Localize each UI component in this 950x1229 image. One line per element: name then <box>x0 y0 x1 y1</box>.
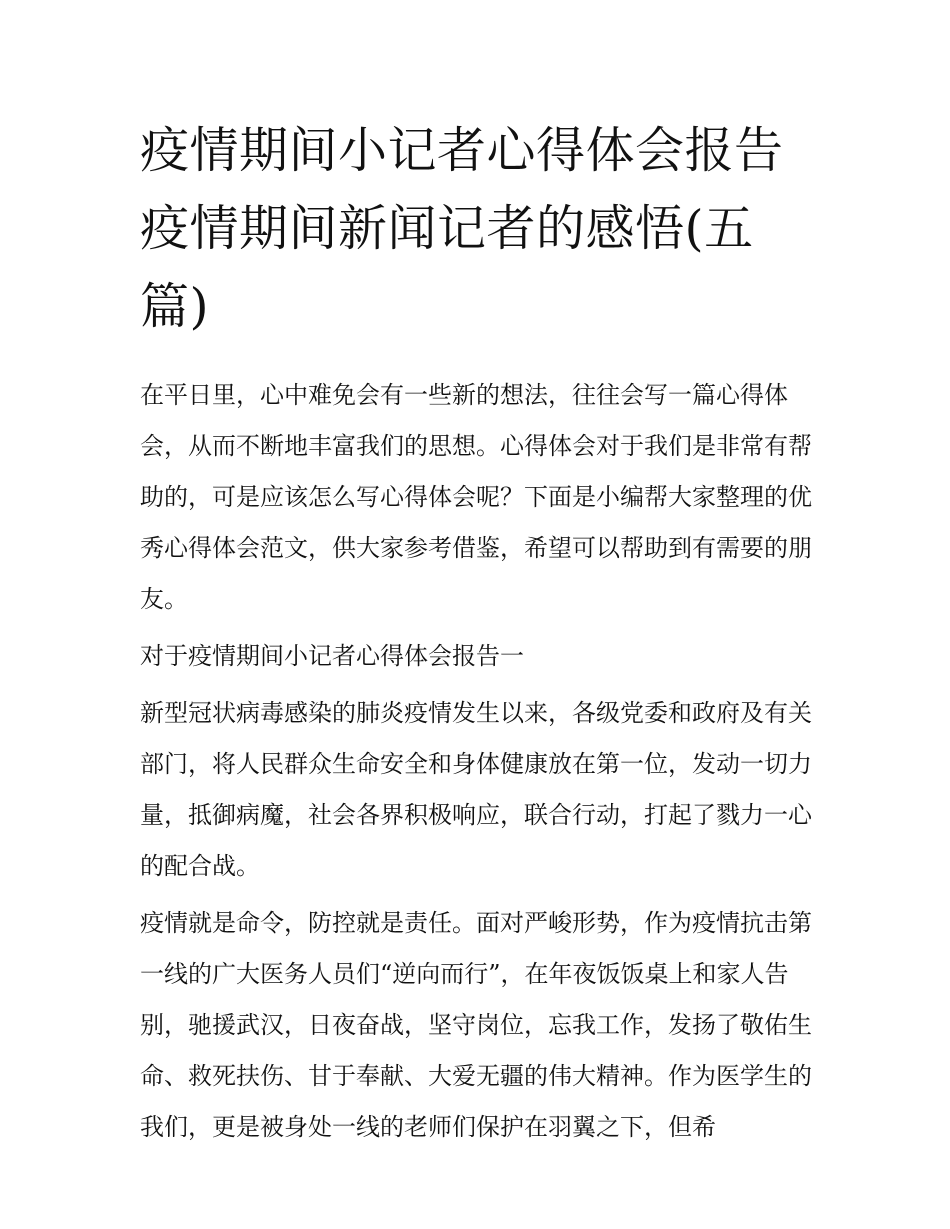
body-paragraph: 新型冠状病毒感染的肺炎疫情发生以来，各级党委和政府及有关部门，将人民群众生命安全和身体健康放在第一位，发动一切力量，抵御病魔，社会各界积极响应，联合行动，打起了戮力一心的配合战。 <box>140 699 812 880</box>
document-title: 疫情期间小记者心得体会报告 疫情期间新闻记者的感悟(五篇) <box>140 122 784 335</box>
section-heading: 对于疫情期间小记者心得体会报告一 <box>140 642 524 670</box>
document-content <box>140 112 812 1153</box>
intro-paragraph: 在平日里，心中难免会有一些新的想法，往往会写一篇心得体会，从而不断地丰富我们的思想。心得体会对于我们是非常有帮助的，可是应该怎么写心得体会呢？下面是小编帮大家整理的优秀心得体会范文，供大家参考借鉴，希望可以帮助到有需要的朋友。 <box>140 381 812 613</box>
document-body <box>140 370 812 1153</box>
body-paragraph: 疫情就是命令，防控就是责任。面对严峻形势，作为疫情抗击第一线的广大医务人员们“逆向而行”，在年夜饭饭桌上和家人告别，驰援武汉，日夜奋战，坚守岗位，忘我工作，发扬了敬佑生命、救死扶伤、甘于奉献、大爱无疆的伟大精神。作为医学生的我们，更是被身处一线的老师们保护在羽翼之下，但希 <box>140 909 812 1141</box>
